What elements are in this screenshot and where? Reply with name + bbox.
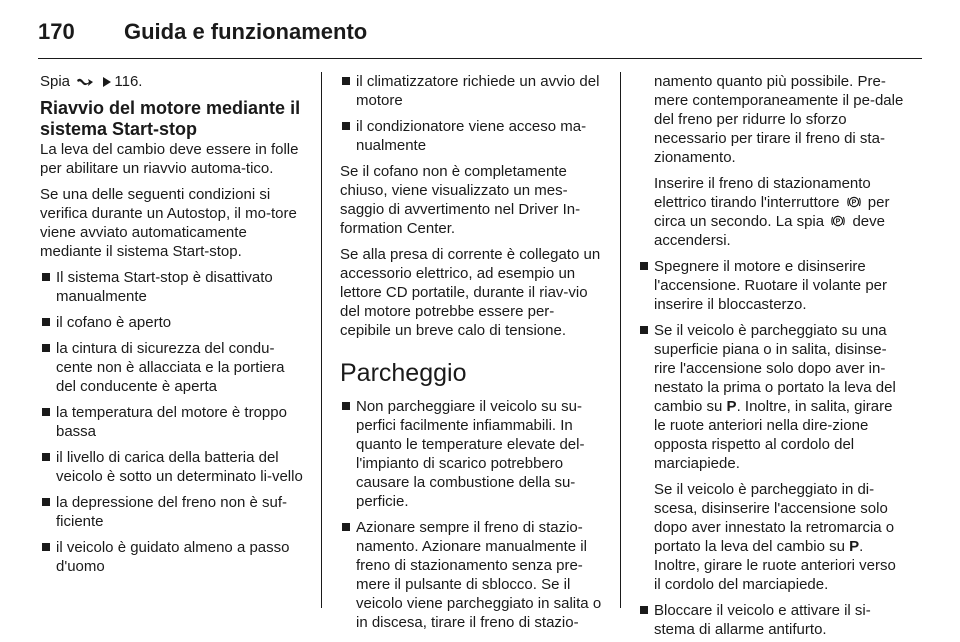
bullet-square-icon bbox=[42, 344, 50, 352]
parking-list bbox=[340, 397, 605, 632]
paragraph-brake-continued: namento quanto più possibile. Pre-mere contemporaneamente il pe-dale del freno per ridurre lo sforzo necessario per tirare il freno di sta-zionamento. bbox=[654, 73, 904, 166]
bullet-square-icon bbox=[42, 408, 50, 416]
bullet-square-icon bbox=[42, 318, 50, 326]
section-heading-parking: Parcheggio bbox=[340, 359, 467, 387]
svg-text:P: P bbox=[835, 218, 841, 226]
list-item: Azionare sempre il freno di stazio-namento. Azionare manualmente il freno di stazionamento senza pre-mere il pulsante di sblocco. Se il veicolo viene parcheggiato in salita o in discesa, tirare il freno di stazio- bbox=[340, 518, 605, 632]
list-item: Se il veicolo è parcheggiato su una superficie piana o in salita, disinse-rire l'accensione solo dopo aver in-nestato la prima o portato la leva del cambio su P. Inoltre, in salita, girare le ruote anteriori nella dire-zione opposta rispetto al cordolo del marciapiede. bbox=[638, 321, 904, 473]
spia-page-ref: 116. bbox=[114, 73, 143, 90]
bullet-square-icon bbox=[342, 523, 350, 531]
page-number: 170 bbox=[38, 19, 75, 44]
parking-brake-icon bbox=[831, 214, 845, 228]
paragraph-electric-brake: Inserire il freno di stazionamento elettrico tirando l'interruttore P per circa un secondo. La spia P deve accendersi. bbox=[654, 175, 890, 249]
spia-reference-line bbox=[40, 72, 308, 91]
bullet-square-icon bbox=[42, 543, 50, 551]
list-item: Il sistema Start-stop è disattivato manualmente bbox=[40, 268, 308, 306]
list-item: il climatizzatore richiede un avvio del motore bbox=[340, 72, 605, 110]
paragraph-voltage-drop: Se alla presa di corrente è collegato un accessorio elettrico, ad esempio un lettore CD portatile, durante il riav-vio del motore potrebbe essere per-cepibile un breve calo di tensione. bbox=[340, 246, 601, 339]
bullet-square-icon bbox=[342, 77, 350, 85]
list-item: il condizionatore viene acceso ma-nualmente bbox=[340, 117, 605, 155]
header-rule bbox=[38, 58, 922, 59]
page-reference-arrow-icon bbox=[103, 77, 111, 87]
column-divider-right bbox=[620, 72, 621, 608]
spia-label: Spia bbox=[40, 73, 71, 90]
paragraph-gear-neutral: La leva del cambio deve essere in folle per abilitare un riavvio automa-tico. bbox=[40, 141, 299, 177]
list-item: la temperatura del motore è troppo bassa bbox=[40, 403, 308, 441]
column-left bbox=[40, 72, 308, 583]
section-heading-restart: Riavvio del motore mediante il sistema Start-stop bbox=[40, 98, 301, 139]
bullet-square-icon bbox=[640, 326, 648, 334]
column-divider-left bbox=[321, 72, 322, 608]
start-stop-swirl-icon bbox=[76, 76, 94, 88]
parking-list-continued bbox=[638, 257, 904, 473]
paragraph-downhill-parking: Se il veicolo è parcheggiato in di-scesa, disinserire l'accensione solo dopo aver innestato la retromarcia o portato la leva del cambio su P. Inoltre, girare le ruote anteriori verso il cordolo del marciapiede. bbox=[654, 481, 896, 593]
list-item: Non parcheggiare il veicolo su su-perfici facilmente infiammabili. In quanto le temperature elevate del-l'impianto di scarico potrebbero causare la combustione della su-perficie. bbox=[340, 397, 605, 511]
bullet-square-icon bbox=[640, 262, 648, 270]
bullet-square-icon bbox=[640, 606, 648, 614]
bullet-square-icon bbox=[42, 273, 50, 281]
column-middle bbox=[340, 72, 605, 639]
list-item: il livello di carica della batteria del veicolo è sotto un determinato li-vello bbox=[40, 448, 308, 486]
conditions-list bbox=[40, 268, 308, 576]
parking-list-final bbox=[638, 601, 904, 639]
parking-brake-icon bbox=[847, 195, 861, 209]
page-title: Guida e funzionamento bbox=[124, 19, 368, 44]
column-right bbox=[638, 72, 904, 642]
svg-text:P: P bbox=[851, 199, 856, 207]
list-item: la depressione del freno non è suf-ficiente bbox=[40, 493, 308, 531]
list-item: il veicolo è guidato almeno a passo d'uomo bbox=[40, 538, 308, 576]
page-header bbox=[38, 14, 367, 50]
bullet-square-icon bbox=[342, 402, 350, 410]
list-item: il cofano è aperto bbox=[40, 313, 308, 332]
bullet-square-icon bbox=[42, 453, 50, 461]
paragraph-hood-warning: Se il cofano non è completamente chiuso, viene visualizzato un mes-saggio di avvertimento nel Driver In-formation Center. bbox=[340, 163, 581, 237]
bullet-square-icon bbox=[342, 122, 350, 130]
list-item: Spegnere il motore e disinserire l'accensione. Ruotare il volante per inserire il bloccasterzo. bbox=[638, 257, 904, 314]
conditions-list-continued bbox=[340, 72, 605, 155]
paragraph-conditions-intro: Se una delle seguenti condizioni si verifica durante un Autostop, il mo-tore viene avviato automaticamente mediante il sistema Start-stop. bbox=[40, 186, 297, 260]
list-item: Bloccare il veicolo e attivare il si-stema di allarme antifurto. bbox=[638, 601, 904, 639]
bullet-square-icon bbox=[42, 498, 50, 506]
list-item: la cintura di sicurezza del condu-cente non è allacciata e la portiera del conducente è aperta bbox=[40, 339, 308, 396]
